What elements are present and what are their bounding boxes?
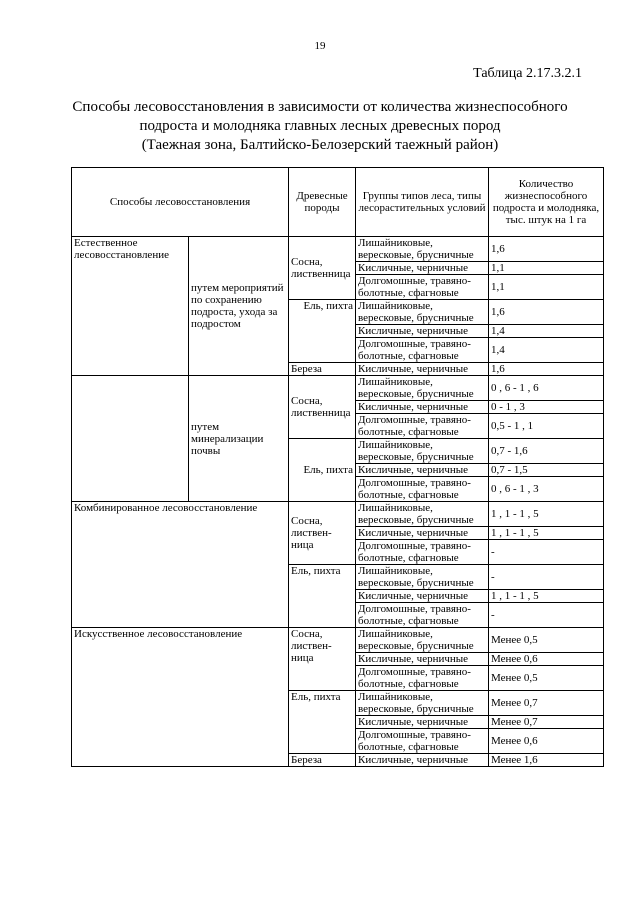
quantity-cell: Менее 0,5: [489, 628, 604, 653]
table-row: [72, 376, 604, 401]
quantity-cell: 1,6: [489, 237, 604, 262]
forest-type-cell: Долгомошные, травяно- болотные, сфагновые: [356, 275, 489, 300]
forest-type-cell: Лишайниковые, вересковые, брусничные: [356, 565, 489, 590]
method-combined: Комбинированное лесовосстановление: [72, 502, 289, 628]
forest-type-cell: Кисличные, черничные: [356, 653, 489, 666]
forest-type-cell: Кисличные, черничные: [356, 754, 489, 767]
quantity-cell: Менее 0,7: [489, 716, 604, 729]
forest-type-cell: Лишайниковые, вересковые, брусничные: [356, 502, 489, 527]
quantity-cell: 1,4: [489, 325, 604, 338]
forest-type-cell: Лишайниковые, вересковые, брусничные: [356, 691, 489, 716]
forest-type-cell: Кисличные, черничные: [356, 464, 489, 477]
quantity-cell: 0,7 - 1,5: [489, 464, 604, 477]
forest-type-cell: Кисличные, черничные: [356, 262, 489, 275]
submethod-mineralization: путем минерализации почвы: [189, 376, 289, 502]
table-row: [72, 237, 604, 262]
forest-type-cell: Долгомошные, травяно- болотные, сфагновые: [356, 477, 489, 502]
quantity-cell: 1 , 1 - 1 , 5: [489, 527, 604, 540]
document-title: [60, 98, 580, 155]
quantity-cell: 0,5 - 1 , 1: [489, 414, 604, 439]
forest-type-cell: Долгомошные, травяно- болотные, сфагновые: [356, 540, 489, 565]
header-forest-types: Группы типов леса, типы лесорастительных условий: [356, 168, 489, 237]
quantity-cell: -: [489, 540, 604, 565]
method-natural-continued: [72, 376, 189, 502]
method-artificial: Искусственное лесовосстановление: [72, 628, 289, 767]
forest-type-cell: Лишайниковые, вересковые, брусничные: [356, 628, 489, 653]
forest-type-cell: Лишайниковые, вересковые, брусничные: [356, 237, 489, 262]
title-line-2: подроста и молодняка главных лесных древесных пород: [139, 118, 501, 134]
forest-type-cell: Лишайниковые, вересковые, брусничные: [356, 300, 489, 325]
forest-type-cell: Долгомошные, травяно- болотные, сфагновые: [356, 666, 489, 691]
species-pine-larch-hyphenated: Сосна, листвен- ница: [289, 628, 356, 691]
table-row: [72, 628, 604, 653]
quantity-cell: Менее 0,5: [489, 666, 604, 691]
quantity-cell: 1 , 1 - 1 , 5: [489, 502, 604, 527]
quantity-cell: -: [489, 565, 604, 590]
page-number: 19: [314, 40, 326, 52]
quantity-cell: 1,4: [489, 338, 604, 363]
title-line-3: (Таежная зона, Балтийско-Белозерский таежный район): [141, 137, 499, 153]
quantity-cell: 0 , 6 - 1 , 6: [489, 376, 604, 401]
title-line-1: Способы лесовосстановления в зависимости от количества жизнеспособного: [72, 99, 568, 115]
forest-type-cell: Долгомошные, травяно- болотные, сфагновые: [356, 729, 489, 754]
quantity-cell: Менее 0,6: [489, 653, 604, 666]
quantity-cell: 0,7 - 1,6: [489, 439, 604, 464]
quantity-cell: 1 , 1 - 1 , 5: [489, 590, 604, 603]
submethod-preservation: путем мероприятий по сохранению подроста, ухода за подростом: [189, 237, 289, 376]
species-pine-larch-hyphenated: Сосна, листвен- ница: [289, 502, 356, 565]
species-spruce-fir: Ель, пихта: [289, 300, 356, 363]
quantity-cell: 1,6: [489, 300, 604, 325]
header-quantity: Количество жизнеспособного подроста и молодняка, тыс. штук на 1 га: [489, 168, 604, 237]
quantity-cell: 1,1: [489, 275, 604, 300]
quantity-cell: Менее 0,7: [489, 691, 604, 716]
forest-type-cell: Долгомошные, травяно- болотные, сфагновые: [356, 603, 489, 628]
species-spruce-fir: Ель, пихта: [289, 565, 356, 628]
quantity-cell: Менее 0,6: [489, 729, 604, 754]
forest-type-cell: Долгомошные, травяно- болотные, сфагновые: [356, 414, 489, 439]
header-row: [72, 168, 604, 237]
forest-type-cell: Кисличные, черничные: [356, 590, 489, 603]
quantity-cell: 0 - 1 , 3: [489, 401, 604, 414]
forest-type-cell: Лишайниковые, вересковые, брусничные: [356, 376, 489, 401]
species-spruce-fir: Ель, пихта: [289, 691, 356, 754]
species-birch: Береза: [289, 363, 356, 376]
forest-type-cell: Кисличные, черничные: [356, 716, 489, 729]
forest-type-cell: Долгомошные, травяно- болотные, сфагновые: [356, 338, 489, 363]
species-spruce-fir: Ель, пихта: [289, 439, 356, 502]
species-pine-larch: Сосна, лиственница: [289, 376, 356, 439]
quantity-cell: 0 , 6 - 1 , 3: [489, 477, 604, 502]
forest-type-cell: Кисличные, черничные: [356, 401, 489, 414]
forest-type-cell: Кисличные, черничные: [356, 325, 489, 338]
quantity-cell: 1,6: [489, 363, 604, 376]
forest-type-cell: Кисличные, черничные: [356, 363, 489, 376]
species-pine-larch: Сосна, лиственница: [289, 237, 356, 300]
table-row: [72, 502, 604, 527]
table-label: Таблица 2.17.3.2.1: [473, 66, 582, 81]
forest-type-cell: Лишайниковые, вересковые, брусничные: [356, 439, 489, 464]
forest-type-cell: Кисличные, черничные: [356, 527, 489, 540]
header-methods: Способы лесовосстановления: [72, 168, 289, 237]
header-species: Древесные породы: [289, 168, 356, 237]
quantity-cell: 1,1: [489, 262, 604, 275]
quantity-cell: Менее 1,6: [489, 754, 604, 767]
species-birch: Береза: [289, 754, 356, 767]
quantity-cell: -: [489, 603, 604, 628]
method-natural: Естественное лесовосстановление: [72, 237, 189, 376]
reforestation-table: [71, 167, 604, 767]
